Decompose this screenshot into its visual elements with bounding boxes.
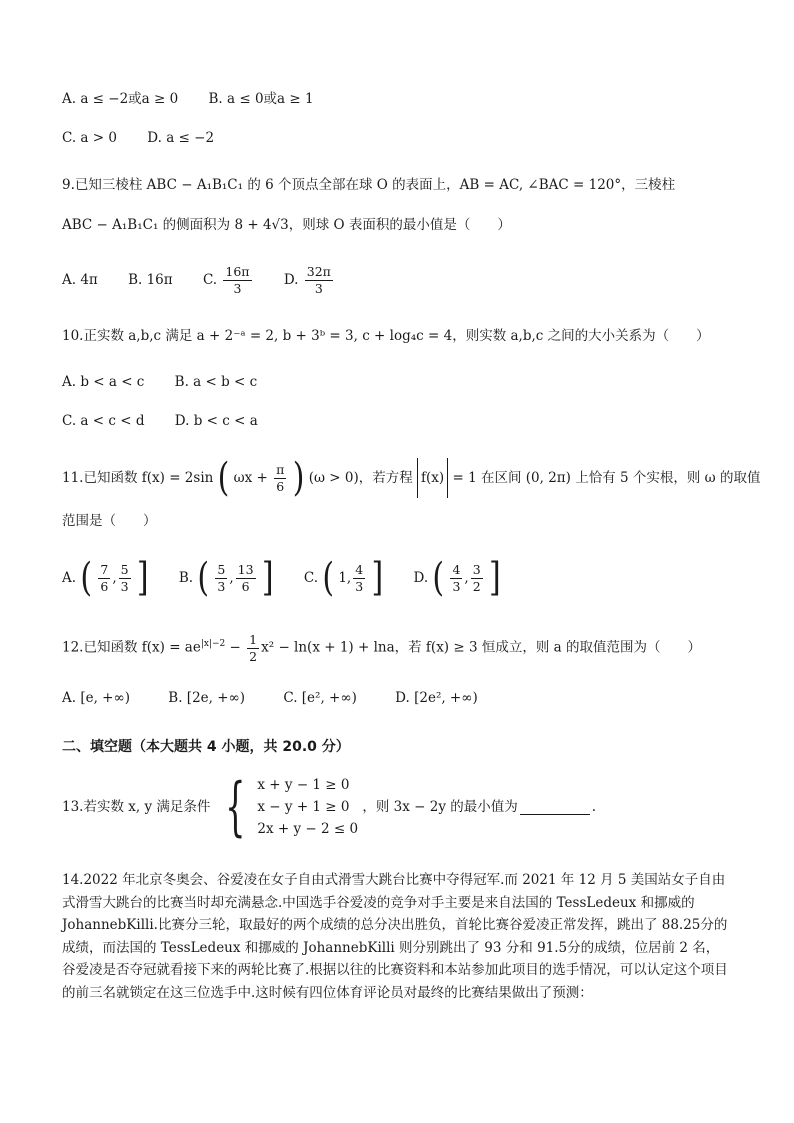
interval-right: [471, 562, 483, 595]
interval-open: (: [432, 555, 445, 601]
q10-option-b[interactable]: B. a < b < c: [174, 374, 258, 390]
q13-constraint-2: x − y + 1 ≥ 0: [257, 799, 350, 815]
q12-option-d[interactable]: D. [2e², +∞): [395, 690, 478, 706]
q14-paragraph: 14.2022 年北京冬奥会、谷爱凌在女子自由式滑雪大跳台比赛中夺得冠军.而 2021 年 12 月 5 美国站女子自由式滑雪大跳台的比赛当时却充满悬念.中国选手谷爱凌的竞争对手主要是来自法国的 TessLedeux 和挪威的 JohannebKilli.比赛分三轮，取最好的两个成绩的总分决出胜负，首轮比赛谷爱凌正常发挥，跳出了 88.25分的成绩，而法国的 TessLedeux 和挪威的 JohannebKilli 则分别跳出了 93 分和 91.5分的成绩，位居前 2 名，谷爱凌是否夺冠就看接下来的两轮比赛了.根据以往的比赛资料和本站参加此项目的选手情况，可以认定这个项目的前三名就锁定在这三位选手中.这时候有四位体育评论员对最终的比赛结果做出了预测：: [62, 872, 728, 1001]
fraction-denominator: 6: [276, 479, 285, 494]
interval-left: [98, 562, 110, 595]
interval-open: (: [197, 555, 210, 601]
q9-option-c[interactable]: [203, 262, 254, 298]
interval-close: ]: [488, 555, 501, 601]
q10-option-a[interactable]: A. b < a < c: [62, 374, 145, 390]
q11-prefix: 11.已知函数 f(x) = 2sin: [62, 470, 214, 486]
fraction-denominator: 6: [241, 579, 250, 594]
q11-mid: (ω > 0)，若方程: [308, 470, 413, 486]
q12-half-fraction: [247, 632, 259, 665]
interval-right: [119, 562, 131, 595]
interval-left: [450, 562, 462, 595]
q13-stem: [62, 770, 597, 844]
q11-option-b-label: B.: [178, 570, 194, 586]
fraction-denominator: 2: [472, 579, 481, 594]
fraction-numerator: 16π: [225, 264, 250, 279]
interval-close: ]: [261, 555, 274, 601]
fraction-denominator: 3: [217, 579, 226, 594]
q11-inner-fraction: [274, 462, 286, 495]
q9-option-d-fraction: [305, 264, 333, 297]
fraction-denominator: 3: [120, 579, 129, 594]
q11-stem: [62, 455, 761, 501]
fraction-denominator: 3: [355, 579, 364, 594]
q9-option-c-label: C.: [202, 272, 218, 288]
q8-option-c[interactable]: C. a > 0: [62, 130, 117, 146]
q13-constraint-3: 2x + y − 2 ≤ 0: [257, 821, 359, 837]
fraction-denominator: 6: [100, 579, 109, 594]
q9-stem-line1: 9.已知三棱柱 ABC − A₁B₁C₁ 的 6 个顶点全部在球 O 的表面上，AB = AC, ∠BAC = 120°，三棱柱: [62, 177, 676, 193]
interval-right: [236, 562, 256, 595]
fraction-denominator: 2: [249, 648, 258, 664]
brace-icon: {: [224, 770, 246, 844]
q11-option-a-label: A.: [62, 570, 77, 586]
q12-stem: [62, 626, 701, 666]
fraction-numerator: 5: [217, 562, 226, 577]
q13-suffix: ，则 3x − 2y 的最小值为: [362, 799, 518, 815]
q8-option-b[interactable]: B. a ≤ 0或a ≥ 1: [208, 91, 314, 107]
fraction-numerator: 4: [355, 562, 364, 577]
q10-option-c[interactable]: C. a < c < d: [62, 413, 145, 429]
q12-rest: x² − ln(x + 1) + lna，若 f(x) ≥ 3 恒成立，则 a 的取值范围为（ ）: [261, 639, 701, 656]
interval-close: ]: [136, 555, 149, 601]
q9-option-a[interactable]: A. 4π: [62, 272, 98, 288]
q12-prefix: 12.已知函数 f(x) = ae: [62, 639, 201, 656]
fraction-denominator: 3: [452, 579, 461, 594]
q11-option-d-label: D.: [413, 570, 429, 586]
q8-options-row2: [62, 128, 240, 148]
q10-options-row2: [62, 411, 284, 431]
fraction-numerator: 4: [452, 562, 461, 577]
q13-constraint-1: x + y − 1 ≥ 0: [257, 777, 350, 793]
q9-option-c-fraction: [223, 264, 251, 297]
q12-option-a[interactable]: A. [e, +∞): [62, 690, 130, 706]
fraction-denominator: 3: [233, 281, 242, 296]
section-title: 二、填空题（本大题共 4 小题，共 20.0 分）: [62, 739, 350, 755]
q12-option-b[interactable]: B. [2e, +∞): [168, 690, 246, 706]
q11-option-c[interactable]: [303, 555, 384, 601]
q11-stem-cont: 范围是（ ）: [62, 513, 157, 529]
q8-option-a[interactable]: A. a ≤ −2或a ≥ 0: [62, 91, 179, 107]
q12-option-c[interactable]: C. [e², +∞): [283, 690, 357, 706]
interval-close: ]: [371, 555, 384, 601]
fraction-numerator: 7: [100, 562, 109, 577]
q9-option-d-label: D.: [283, 272, 299, 288]
fraction-numerator: 32π: [306, 264, 331, 279]
q10-stem: 10.正实数 a,b,c 满足 a + 2⁻ᵃ = 2, b + 3ᵇ = 3, c + log₄c = 4，则实数 a,b,c 之间的大小关系为（ ）: [62, 328, 710, 344]
q9-option-b[interactable]: B. 16π: [128, 272, 173, 288]
q11-option-c-label: C.: [303, 570, 319, 586]
q11-paren-open: (: [217, 455, 230, 501]
interval-open: (: [322, 555, 335, 601]
q12-minus: −: [225, 639, 246, 656]
q11-abs-value: f(x): [417, 458, 448, 498]
q11-options: [62, 555, 527, 601]
fraction-numerator: 13: [237, 562, 254, 577]
q11-option-d[interactable]: D. ( $\frac{4}{3}$ , $\frac{3}{2}$ ]: [413, 555, 501, 601]
interval-right: [353, 562, 365, 595]
q12-options: [62, 688, 504, 708]
q10-option-d[interactable]: D. b < c < a: [174, 413, 258, 429]
q11-paren-close: ): [292, 455, 305, 501]
q12-exponent: |x|−2: [200, 639, 226, 649]
q11-suffix: = 1 在区间 (0, 2π) 上恰有 5 个实根，则 ω 的取值: [452, 470, 761, 486]
q9-option-d[interactable]: [284, 262, 335, 298]
q11-option-b[interactable]: B. ( $\frac{5}{3}$ , $\frac{13}{6}$ ]: [178, 555, 274, 601]
fraction-numerator: π: [276, 462, 285, 477]
fraction-numerator: 5: [120, 562, 129, 577]
interval-open: (: [80, 555, 93, 601]
fraction-denominator: 3: [314, 281, 323, 296]
interval-left: 1,: [338, 570, 352, 586]
q13-constraints: [257, 774, 358, 840]
q13-prefix: 13.若实数 x, y 满足条件: [62, 799, 211, 815]
q13-constraint-system: [215, 770, 359, 844]
answer-blank[interactable]: [520, 800, 590, 815]
q13-end: .: [591, 799, 597, 815]
q8-option-d[interactable]: D. a ≤ −2: [147, 130, 215, 146]
q8-options-row1: [62, 89, 340, 109]
q10-options-row1: [62, 372, 283, 392]
fraction-numerator: 1: [249, 631, 258, 647]
interval-left: [215, 562, 227, 595]
q9-stem-line2: ABC − A₁B₁C₁ 的侧面积为 8 + 4√3，则球 O 表面积的最小值是（ ）: [62, 217, 511, 233]
fraction-numerator: 3: [472, 562, 481, 577]
q11-inner-left: ωx +: [233, 470, 268, 486]
q11-option-a[interactable]: A. ( $\frac{7}{6}$ , $\frac{5}{3}$ ]: [62, 555, 149, 601]
q9-options: [62, 262, 361, 298]
